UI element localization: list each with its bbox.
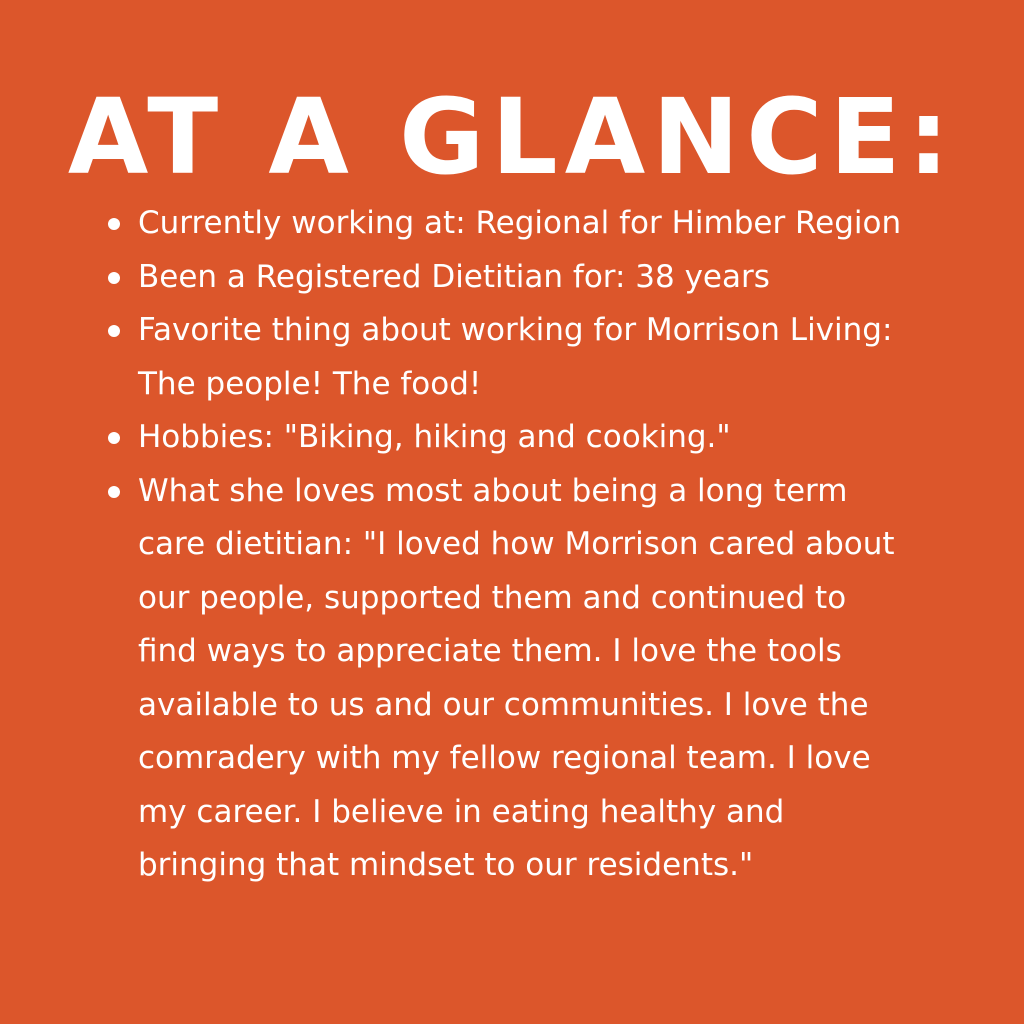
item-text: Currently working at: Regional for Himber Region <box>138 205 902 241</box>
bullet-icon <box>108 325 120 337</box>
item-text: The people! The food! <box>138 365 482 402</box>
facts-list <box>105 197 985 893</box>
list-item <box>105 197 985 251</box>
item-text: Hobbies: "Biking, hiking and cooking." <box>138 419 731 455</box>
item-text: Been a Registered Dietitian for: 38 years <box>138 258 770 295</box>
list-item <box>105 251 985 305</box>
item-text: bringing that mindset to our residents." <box>138 847 754 883</box>
bullet-icon <box>108 272 120 284</box>
item-text: Favorite thing about working for Morrison Living: <box>138 312 893 348</box>
item-text: my career. I believe in eating healthy and <box>138 793 785 830</box>
item-text: What she loves most about being a long term <box>138 472 848 509</box>
item-text: our people, supported them and continued to <box>138 579 847 616</box>
bullet-icon <box>108 218 120 230</box>
page-title: AT A GLANCE: <box>67 76 957 198</box>
item-text: find ways to appreciate them. I love the tools <box>138 633 842 669</box>
bullet-icon <box>108 432 120 444</box>
list-item <box>105 411 985 465</box>
list-item <box>105 304 985 411</box>
item-text: available to us and our communities. I love the <box>138 686 869 723</box>
item-text: care dietitian: "I loved how Morrison cared about <box>138 526 895 562</box>
item-text: comradery with my fellow regional team. I love <box>138 740 871 776</box>
bullet-icon <box>108 486 120 498</box>
list-item <box>105 465 985 893</box>
